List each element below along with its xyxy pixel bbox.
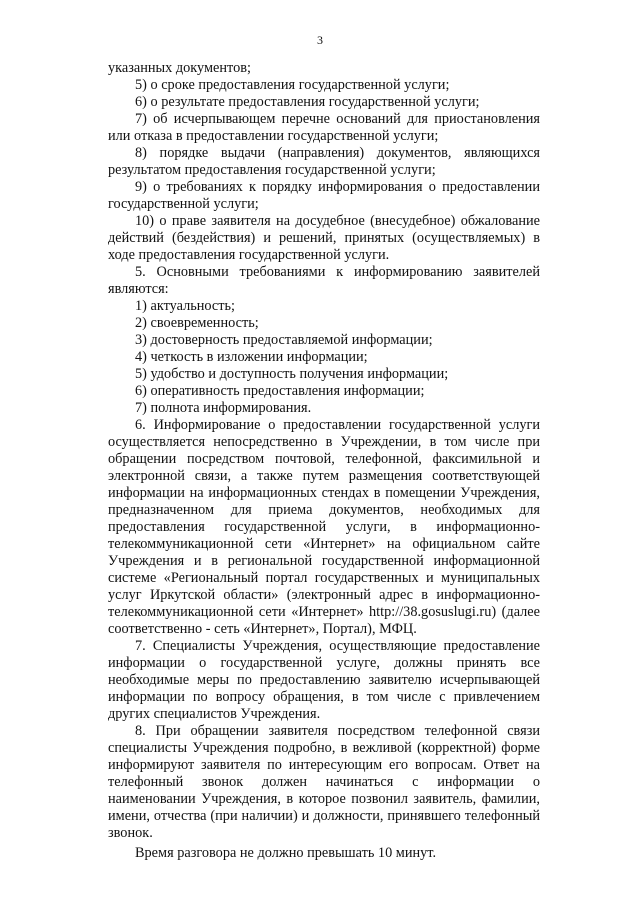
paragraph-continuation: указанных документов; bbox=[108, 60, 251, 76]
requirement-item: 3) достоверность предоставляемой информации; bbox=[135, 332, 433, 348]
requirement-item: 6) оперативность предоставления информации; bbox=[135, 383, 425, 399]
call-duration-paragraph: Время разговора не должно превышать 10 минут. bbox=[135, 845, 437, 861]
list-item-result: 6) о результате предоставления государственной услуги; bbox=[135, 94, 480, 110]
list-item-appeal-right: 10) о праве заявителя на досудебное (внесудебное) обжалование действий (бездействия) и решений, принятых (осуществляемых) в ходе предоставления государственной услуги. bbox=[108, 213, 540, 263]
list-item-informing-requirements: 9) о требованиях к порядку информирования о предоставлении государственной услуги; bbox=[108, 179, 540, 212]
requirement-item: 4) четкость в изложении информации; bbox=[135, 349, 368, 365]
list-item-issuance: 8) порядке выдачи (направления) документов, являющихся результатом предоставления государственной услуги; bbox=[108, 145, 540, 178]
page-number: 3 bbox=[317, 33, 323, 47]
section-5-heading: 5. Основными требованиями к информированию заявителей являются: bbox=[108, 264, 540, 297]
section-8-paragraph: 8. При обращении заявителя посредством телефонной связи специалисты Учреждения подробно, в вежливой (корректной) форме информируют заявителя по интересующим его вопросам. Ответ на телефонный звонок должен начинаться с информации о наименовании Учреждения, в которое позвонил заявитель, фамилии, имени, отчества (при наличии) и должности, принявшего телефонный звонок. bbox=[108, 723, 540, 841]
requirement-item: 1) актуальность; bbox=[135, 298, 235, 314]
list-item-term: 5) о сроке предоставления государственной услуги; bbox=[135, 77, 450, 93]
requirement-item: 5) удобство и доступность получения информации; bbox=[135, 366, 449, 382]
section-6-paragraph: 6. Информирование о предоставлении государственной услуги осуществляется непосредственно в Учреждении, в том числе при обращении посредством почтовой, телефонной, факсимильной и электронной связи, а также путем размещения соответствующей информации на информационных стендах в помещении Учреждения, предназначенном для приема документов, необходимых для предоставления государственной услуги, в информационно-телекоммуникационной сети «Интернет» на официальном сайте Учреждения и в региональной государственной информационной системе «Региональный портал государственных и муниципальных услуг Иркутской области» (электронный адрес в информационно-телекоммуникационной сети «Интернет» http://38.gosuslugi.ru) (далее соответственно - сеть «Интернет», Портал), МФЦ. bbox=[108, 417, 540, 637]
document-body bbox=[108, 60, 540, 862]
requirement-item: 7) полнота информирования. bbox=[135, 400, 312, 416]
requirement-item: 2) своевременность; bbox=[135, 315, 259, 331]
section-7-paragraph: 7. Специалисты Учреждения, осуществляющие предоставление информации о государственной услуге, должны принять все необходимые меры по предоставлению заявителю исчерпывающей информации по вопросу обращения, в том числе с привлечением других специалистов Учреждения. bbox=[108, 638, 540, 722]
list-item-grounds: 7) об исчерпывающем перечне оснований для приостановления или отказа в предоставлении государственной услуги; bbox=[108, 111, 540, 144]
